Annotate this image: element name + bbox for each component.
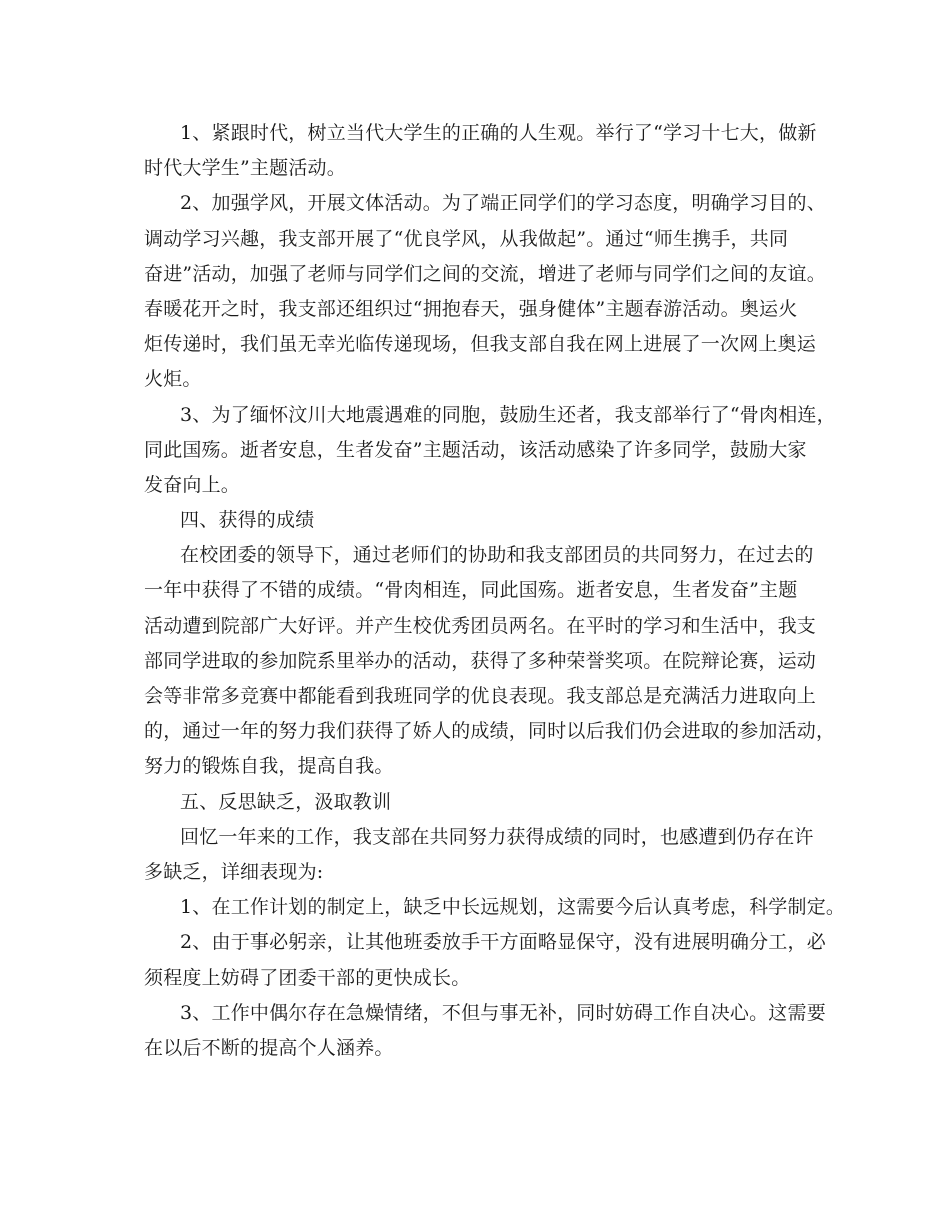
text-line: 努力的锻炼自我，提高自我。 [144,755,394,778]
text-line: 会等非常多竞赛中都能看到我班同学的优良表现。我支部总是充满活力进取向上 [144,685,817,707]
text-line: 1、紧跟时代，树立当代大学生的正确的人生观。举行了“学习十七大，做新 [180,122,817,144]
text-line: 3、工作中偶尔存在急燥情绪，不但与事无补，同时妨碍工作自决心。这需要 [180,1001,826,1024]
text-line: 火炬。 [144,368,202,391]
text-line: 发奋向上。 [144,473,241,496]
text-line: 3、为了缅怀汶川大地震遇难的同胞，鼓励生还者，我支部举行了“骨肉相连， [180,403,836,426]
text-line: 的，通过一年的努力我们获得了娇人的成绩，同时以后我们仍会进取的参加活动， [144,720,836,743]
text-line: 1、在工作计划的制定上，缺乏中长远规划，这需要今后认真考虑，科学制定。 [180,896,846,919]
text-line: 回忆一年来的工作，我支部在共同努力获得成绩的同时，也感遭到仍存在许 [180,825,814,848]
text-line: 部同学进取的参加院系里举办的活动，获得了多种荣誉奖项。在院辩论赛，运动 [144,649,817,672]
text-line: 一年中获得了不错的成绩。“骨肉相连，同此国殇。逝者安息，生者发奋”主题 [144,579,798,602]
text-line: 调动学习兴趣，我支部开展了“优良学风，从我做起”。通过“师生携手，共同 [144,227,789,250]
text-line: 四、获得的成绩 [180,509,315,532]
document-body [144,116,846,1066]
text-line: 在以后不断的提高个人涵养。 [144,1036,394,1059]
text-line: 同此国殇。逝者安息，生者发奋”主题活动，该活动感染了许多同学，鼓励大家 [144,438,807,461]
text-line: 多缺乏，详细表现为: [144,860,324,883]
text-line: 须程度上妨碍了团委干部的更快成长。 [144,966,471,989]
text-line: 奋进”活动，加强了老师与同学们之间的交流，增进了老师与同学们之间的友谊。 [144,262,826,285]
text-line: 活动遭到院部广大好评。并产生校优秀团员两名。在平时的学习和生活中，我支 [144,614,817,637]
text-line: 五、反思缺乏，汲取教训 [180,790,392,813]
text-line: 2、由于事必躬亲，让其他班委放手干方面略显保守，没有进展明确分工，必 [180,931,826,954]
text-line: 炬传递时，我们虽无幸光临传递现场，但我支部自我在网上进展了一次网上奥运 [144,333,817,356]
text-line: 2、加强学风，开展文体活动。为了端正同学们的学习态度，明确学习目的、 [180,192,826,215]
text-line: 在校团委的领导下，通过老师们的协助和我支部团员的共同努力，在过去的 [180,544,814,567]
text-line: 春暖花开之时，我支部还组织过“拥抱春天，强身健体”主题春游活动。奥运火 [144,297,798,320]
text-line: 时代大学生”主题活动。 [144,157,346,180]
